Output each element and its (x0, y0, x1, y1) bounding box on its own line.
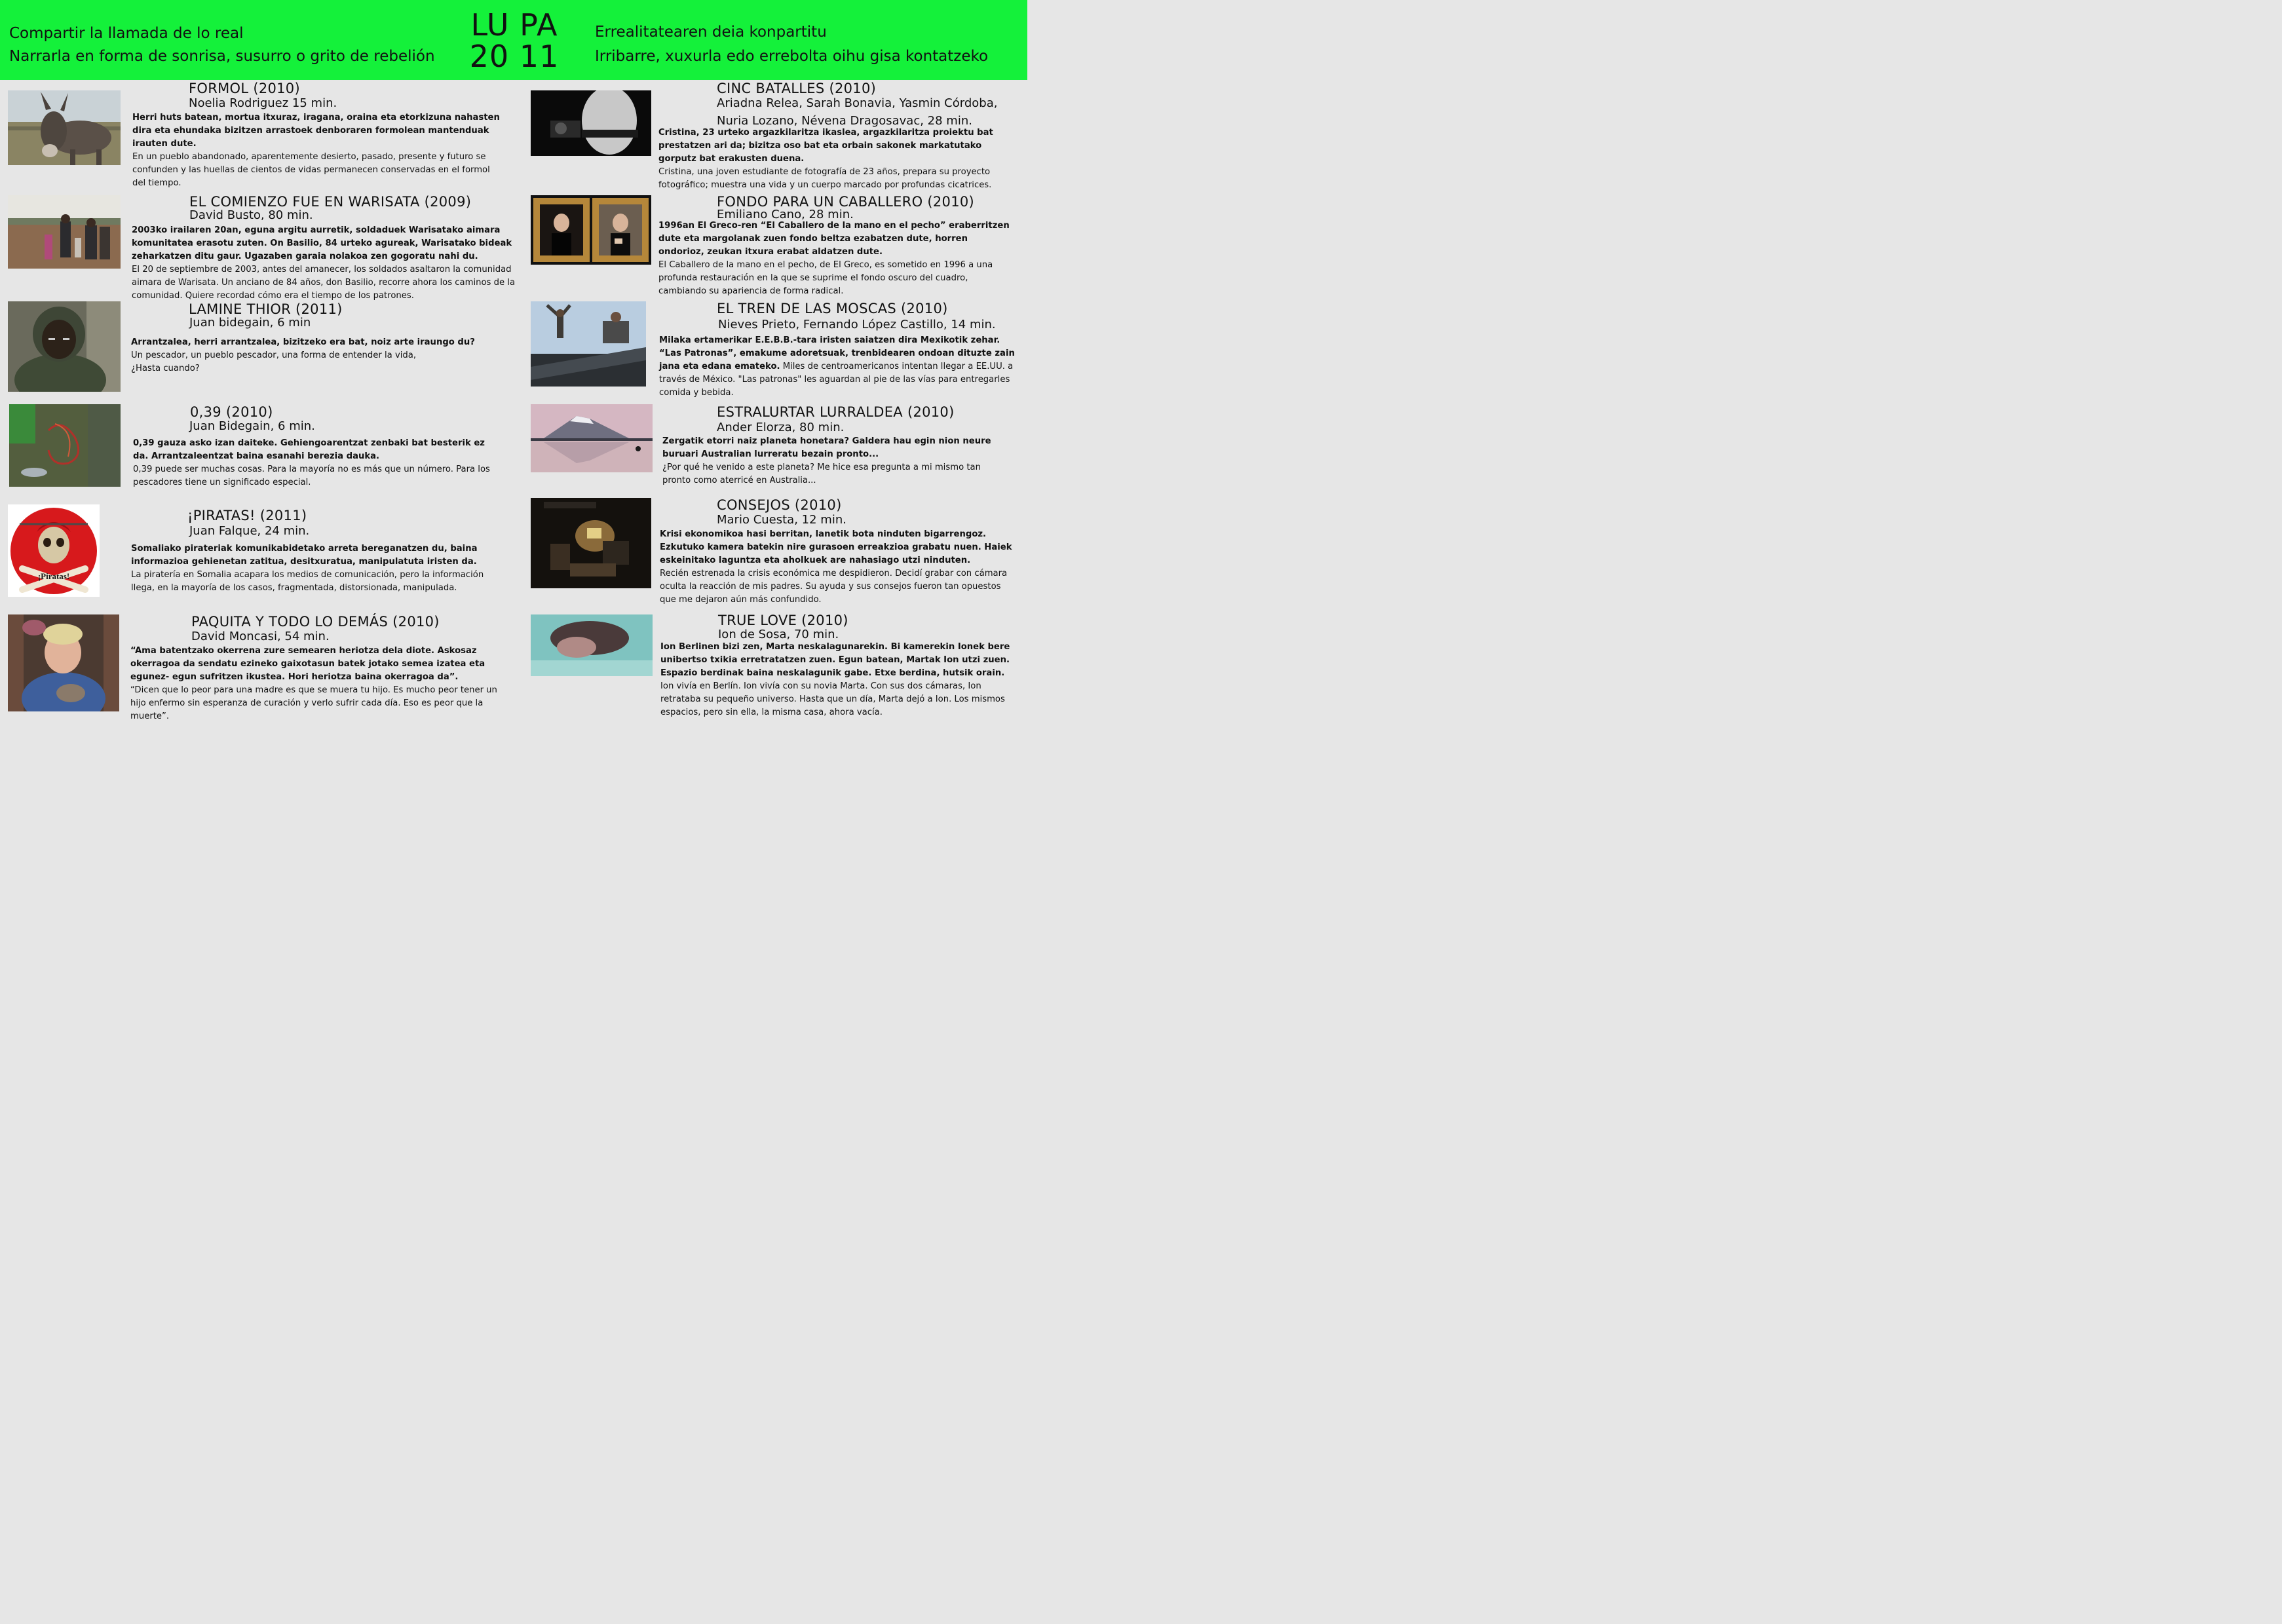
film-director: Noelia Rodriguez 15 min. (189, 96, 337, 110)
logo-line1: LU PA (470, 7, 558, 43)
synopsis-basque: Krisi ekonomikoa hasi berritan, lanetik bota ninduten bigarrengoz. Ezkutuko kamera batekin nire gurasoen erreakzioa grabatu nuen. Haiek eskeinitako laguntza eta aholkuek are nahasiago utzi ninduten. (660, 529, 1012, 565)
film-synopsis (658, 126, 1012, 192)
film-synopsis (130, 645, 501, 723)
mountain-lake-photo (531, 404, 653, 472)
film-director-line1: Ariadna Relea, Sarah Bonavia, Yasmin Córdoba, (717, 96, 998, 110)
header-right-line2: Irribarre, xuxurla edo errebolta oihu gisa kontatzeko (595, 48, 989, 65)
film-title: CINC BATALLES (2010) (717, 81, 877, 96)
synopsis-spanish: El Caballero de la mano en el pecho, de El Greco, es sometido en 1996 a una profunda restauración en la que se suprime el fondo oscuro del cuadro, cambiando su apariencia de forma radical. (658, 260, 993, 296)
synopsis-basque: Milaka ertamerikar E.E.B.B.-tara iristen saiatzen dira Mexikotik zehar. “Las Patronas”, emakume adoretsuak, trenbidearen ondoan dituzte zain jana eta edana emateko. (659, 335, 1015, 371)
film-director: Juan Falque, 24 min. (189, 524, 310, 538)
header-left-line1: Compartir la llamada de lo real (9, 25, 244, 42)
film-synopsis (658, 219, 1012, 298)
film-director: Ion de Sosa, 70 min. (718, 628, 839, 641)
pirate-skull-logo (8, 504, 100, 597)
film-title: FONDO PARA UN CABALLERO (2010) (717, 194, 975, 210)
el-greco-paintings-photo (531, 195, 651, 265)
synopsis-basque: 1996an El Greco-ren “El Caballero de la mano en el pecho” eraberritzen dute eta margolanak zuen fondo beltza ezabatzen dute, horren ondorioz, zeukan itxura erabat aldatzen dute. (658, 221, 1010, 257)
synopsis-spanish: 0,39 puede ser muchas cosas. Para la mayoría no es más que un número. Para los pescadores tiene un significado especial. (133, 464, 490, 487)
synopsis-spanish: Recién estrenada la crisis económica me despidieron. Decidí grabar con cámara oculta la reacción de mis padres. Su ayuda y sus consejos fueron tan opuestos que me dejaron aún más confundido. (660, 569, 1008, 605)
film-title: CONSEJOS (2010) (717, 497, 842, 513)
sleeping-woman-photo (531, 614, 653, 676)
film-director: David Moncasi, 54 min. (191, 630, 330, 643)
synopsis-basque: 2003ko irailaren 20an, eguna argitu aurretik, soldaduek Warisatako aimara komunitatea erasotu zuten. On Basilio, 84 urteko agureak, Warisatako bideak zeharkatzen ditu gaur. Ugazaben garaia nolakoa zen gogoratu nahi du. (132, 225, 512, 261)
film-synopsis (132, 224, 517, 303)
synopsis-spanish: Un pescador, un pueblo pescador, una forma de entender la vida, ¿Hasta cuando? (131, 350, 417, 373)
film-synopsis (132, 111, 514, 190)
synopsis-basque: Herri huts batean, mortua itxuraz, iragana, oraina eta etorkizuna nahasten dira eta ehundaka bizitzen arrastoek denboraren formolean mantenduak irauten dute. (132, 113, 500, 149)
woman-with-cat-photo (8, 614, 119, 711)
film-title: PAQUITA Y TODO LO DEMÁS (2010) (191, 614, 440, 630)
film-director: Juan bidegain, 6 min (189, 316, 311, 330)
andean-villagers-photo (8, 195, 121, 269)
film-director: Emiliano Cano, 28 min. (717, 208, 854, 221)
fisherman-portrait-photo (8, 301, 121, 392)
pirate-logo-text: ¡Piratas! (37, 571, 70, 581)
film-title: LAMINE THIOR (2011) (189, 301, 343, 317)
synopsis-basque: Cristina, 23 urteko argazkilaritza ikaslea, argazkilaritza proiektu bat prestatzen ari da; bizitza oso bat eta orbain sakonek markatutako gorputz bat erakusten duena. (658, 128, 993, 164)
donkey-photo (8, 90, 121, 165)
film-synopsis (131, 336, 485, 375)
synopsis-spanish: Miles de centroamericanos intentan llegar a EE.UU. a través de México. "Las patronas" les aguardan al pie de las vías para entregarles comida y bebida. (659, 362, 1014, 398)
film-title: FORMOL (2010) (189, 81, 300, 96)
film-title: 0,39 (2010) (190, 404, 273, 420)
logo-line2: 20 11 (469, 39, 560, 74)
film-synopsis (660, 528, 1014, 607)
synopsis-spanish: Ion vivía en Berlín. Ion vivía con su novia Marta. Con sus dos cámaras, Ion retrataba su pequeño universo. Hasta que un día, Marta dejó a Ion. Los mismos espacios, pero sin ella, la misma casa, ahora vacía. (660, 681, 1005, 717)
synopsis-spanish: ¿Por qué he venido a este planeta? Me hice esa pregunta a mi mismo tan pronto como aterricé en Australia... (662, 463, 981, 485)
film-director: Juan Bidegain, 6 min. (189, 419, 315, 433)
synopsis-basque: Zergatik etorri naiz planeta honetara? Galdera hau egin nion neure buruari Australian lurreratu bezain pronto... (662, 436, 991, 459)
synopsis-basque: Somaliako pirateriak komunikabidetako arreta bereganatzen du, baina informazioa gehienetan zatitua, desitxuratua, manipulatuta iristen da. (131, 544, 478, 567)
film-synopsis (660, 641, 1021, 719)
festival-logo (459, 9, 570, 72)
film-title: EL TREN DE LAS MOSCAS (2010) (717, 301, 948, 316)
film-synopsis (133, 437, 500, 489)
synopsis-basque: 0,39 gauza asko izan daiteke. Gehiengoarentzat zenbaki bat besterik ez da. Arrantzaleentzat baina esanahi berezia dauka. (133, 438, 485, 461)
synopsis-basque: “Ama batentzako okerrena zure semearen heriotza dela diote. Askosaz okerragoa da sendatu ezineko gaixotasun batek jotako semea izatea eta egunez- egun sufritzen ikustea. Hori heriotza baina okerragoa da”. (130, 646, 485, 682)
men-on-train-photo (531, 301, 646, 387)
bw-back-camera-photo (531, 90, 651, 156)
synopsis-basque: Arrantzalea, herri arrantzalea, bizitzeko era bat, noiz arte iraungo du? (131, 337, 475, 347)
film-title: ¡PIRATAS! (2011) (187, 508, 307, 523)
header-right-line1: Errealitatearen deia konpartitu (595, 24, 827, 41)
film-synopsis (659, 334, 1021, 400)
synopsis-spanish: Cristina, una joven estudiante de fotografía de 23 años, prepara su proyecto fotográfico; muestra una vida y un cuerpo marcado por profundas cicatrices. (658, 167, 992, 190)
film-synopsis (131, 542, 511, 595)
header-left-line2: Narrarla en forma de sonrisa, susurro o grito de rebelión (9, 48, 435, 65)
synopsis-basque: Ion Berlinen bizi zen, Marta neskalagunarekin. Bi kamerekin Ionek bere unibertso txikia erretratatzen zuen. Egun batean, Martak Ion utzi zuen. Espazio berdinak baina neskalagunik gabe. Etxe berdina, hutsik orain. (660, 642, 1010, 678)
synopsis-spanish: El 20 de septiembre de 2003, antes del amanecer, los soldados asaltaron la comunidad aimara de Warisata. Un anciano de 84 años, don Basilio, recorre ahora los caminos de la comunidad. Quiere recordad cómo era el tiempo de los patrones. (132, 265, 516, 301)
film-director: Ander Elorza, 80 min. (717, 421, 845, 434)
film-title: ESTRALURTAR LURRALDEA (2010) (717, 404, 955, 420)
synopsis-spanish: “Dicen que lo peor para una madre es que se muera tu hijo. Es mucho peor tener un hijo enfermo sin esperanza de curación y verlo sufrir cada día. Eso es peor que la muerte”. (130, 685, 497, 721)
film-synopsis (662, 435, 1019, 487)
header-banner (0, 0, 1027, 80)
fish-on-deck-photo (9, 404, 121, 487)
film-director-line2: Nuria Lozano, Névena Dragosavac, 28 min. (717, 114, 972, 128)
film-director: Nieves Prieto, Fernando López Castillo, 14 min. (718, 318, 996, 331)
film-director: David Busto, 80 min. (189, 208, 313, 222)
synopsis-spanish: En un pueblo abandonado, aparentemente desierto, pasado, presente y futuro se confunden y las huellas de cientos de vidas permanecen conservadas en el formol del tiempo. (132, 152, 490, 188)
film-director: Mario Cuesta, 12 min. (717, 513, 846, 527)
film-title: TRUE LOVE (2010) (718, 613, 848, 628)
film-title: EL COMIENZO FUE EN WARISATA (2009) (189, 194, 472, 210)
synopsis-spanish: La piratería en Somalia acapara los medios de comunicación, pero la información llega, en la mayoría de los casos, fragmentada, distorsionada, manipulada. (131, 570, 484, 593)
dark-living-room-photo (531, 498, 651, 588)
